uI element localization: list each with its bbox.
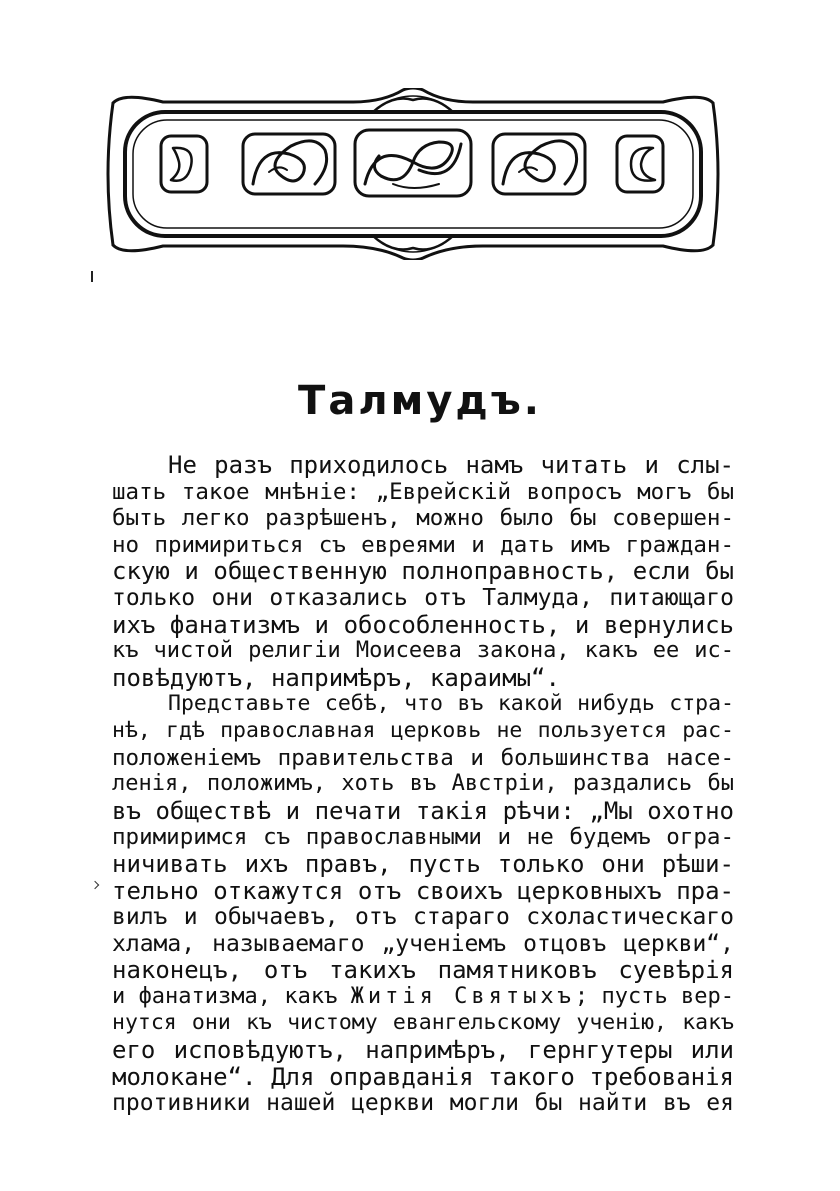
emphasized-title: Житія Святыхъ xyxy=(350,983,575,1009)
text-line: ленія, положимъ, хоть въ Австріи, раздались бы xyxy=(112,771,734,797)
text-line: тельно откажутся отъ своихъ церковныхъ пра- xyxy=(112,876,734,905)
text-line: ничивать ихъ правъ, пусть только они рѣши- xyxy=(112,849,734,878)
text-fragment: ; пусть вер- xyxy=(574,983,734,1009)
text-line: повѣдуютъ, напримѣръ, караимы“. xyxy=(112,663,560,692)
text-line: но примириться съ евреями и дать имъ граждан- xyxy=(112,531,734,558)
header-ornament-icon xyxy=(103,88,723,260)
article-body xyxy=(112,452,734,1117)
text-line: наконецъ, отъ такихъ памятниковъ суевѣрія xyxy=(112,956,734,985)
scan-artifact-chevron xyxy=(91,881,99,889)
text-line: скую и общественную полноправность, если бы xyxy=(112,557,734,586)
text-line: хлама, называемаго „ученіемъ отцовъ церкви“, xyxy=(112,930,734,957)
text-line: его исповѣдуютъ, напримѣръ, гернгутеры или xyxy=(112,1036,734,1065)
text-line: шать такое мнѣніе: „Еврейскій вопросъ могъ бы xyxy=(112,478,734,505)
scan-artifact-mark xyxy=(91,271,93,282)
text-line-with-emphasis xyxy=(112,984,734,1011)
page-title: Талмудъ. xyxy=(298,378,542,424)
text-line: въ обществѣ и печати такія рѣчи: „Мы охотно xyxy=(112,796,734,825)
text-line: только они отказались отъ Талмуда, питающаго xyxy=(112,584,734,611)
text-line: вилъ и обычаевъ, отъ стараго схоластическаго xyxy=(112,904,734,931)
text-fragment: и фанатизма, какъ xyxy=(112,983,351,1009)
text-line: Не разъ приходилось намъ читать и слы- xyxy=(168,451,734,479)
text-line: быть легко разрѣшенъ, можно было бы совершен- xyxy=(112,505,734,532)
text-line: нутся они къ чистому евангельскому ученію, какъ xyxy=(112,1010,734,1036)
text-line: противники нашей церкви могли бы найти въ ея xyxy=(112,1090,734,1117)
text-line: молокане“. Для оправданія такого требованія xyxy=(112,1062,734,1091)
text-line: положеніемъ правительства и большинства насе- xyxy=(112,744,734,771)
text-line: ихъ фанатизмъ и обособленность, и вернулись xyxy=(112,610,734,639)
text-line: нѣ, гдѣ православная церковь не пользуется рас- xyxy=(112,717,734,743)
text-line: Представьте себѣ, что въ какой нибудь стра- xyxy=(168,691,734,717)
text-line: примиримся съ православными и не будемъ огра- xyxy=(112,824,734,851)
text-line: къ чистой религіи Моисеева закона, какъ ее ис- xyxy=(112,638,734,664)
